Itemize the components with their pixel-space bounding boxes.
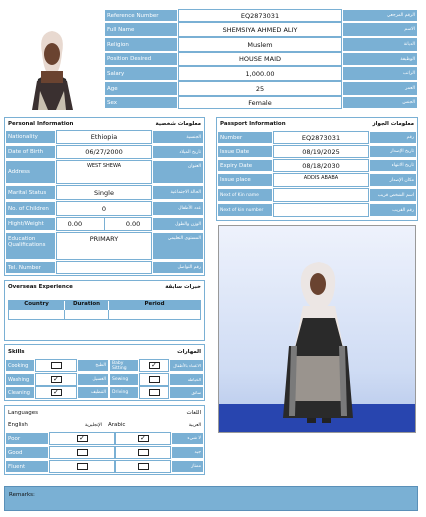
skills-title: Skills xyxy=(8,349,25,355)
form-row xyxy=(217,159,417,172)
languages-title: Languages xyxy=(8,409,39,416)
form-row xyxy=(104,81,418,96)
form-row xyxy=(217,188,417,202)
overseas-experience-section xyxy=(4,280,205,341)
skill-checkbox[interactable]: ✓ xyxy=(51,376,62,383)
skill-label: Washing xyxy=(5,373,35,386)
passport-label-ar: تاريخ الانتهاء xyxy=(369,159,417,172)
personal-value: 06/27/2000 xyxy=(56,145,152,159)
remarks-label: Remarks: xyxy=(9,492,35,498)
summary-label: Position Desired xyxy=(104,52,178,66)
lang-checkbox-cell xyxy=(115,432,171,445)
personal-label: Marital Status xyxy=(5,185,56,200)
form-row xyxy=(217,203,417,217)
overseas-header-period: Period xyxy=(144,301,165,307)
skill-checkbox[interactable] xyxy=(51,362,62,369)
skill-checkbox-cell xyxy=(35,359,77,372)
lang-checkbox-cell xyxy=(115,446,171,459)
lang-level-label-ar: جيد xyxy=(171,446,204,459)
lang-checkbox-cell xyxy=(115,460,171,473)
form-row xyxy=(5,460,204,473)
personal-label-ar: الوزن والطول xyxy=(152,217,204,231)
skill-checkbox[interactable] xyxy=(149,376,160,383)
personal-label: No. of Children xyxy=(5,201,56,216)
lang-level-label: Fluent xyxy=(5,460,49,473)
form-row xyxy=(5,217,204,231)
form-row xyxy=(217,145,417,158)
personal-label-ar: رقم التواصل xyxy=(152,261,204,274)
skill-label: Cooking xyxy=(5,359,35,372)
summary-label: Full Name xyxy=(104,22,178,37)
summary-label-ar: الراتب xyxy=(342,66,418,81)
full-body-photo xyxy=(218,225,416,433)
personal-value: Ethiopia xyxy=(56,130,152,144)
summary-label-ar: العمر xyxy=(342,81,418,96)
lang-level-label: Good xyxy=(5,446,49,459)
overseas-title-ar: خبرات سابقة xyxy=(165,284,201,290)
skill-label-ar: الغسيل xyxy=(77,373,109,386)
lang-level-label-ar: ممتاز xyxy=(171,460,204,473)
form-row xyxy=(5,232,204,260)
skill-label-ar: الطبخ xyxy=(77,359,109,372)
skill-label-ar: سائق xyxy=(169,386,204,399)
arabic-checkbox[interactable] xyxy=(138,449,149,456)
summary-value: Muslem xyxy=(178,37,342,52)
personal-value xyxy=(56,217,152,231)
form-row xyxy=(5,160,204,184)
form-row xyxy=(5,261,204,274)
passport-label-ar: رقم القريب xyxy=(369,203,417,217)
skill-label-ar: الاعتناء بالأطفال xyxy=(169,359,204,372)
skill-label-ar: التنظيف xyxy=(77,386,109,399)
personal-label-ar: عدد الأطفال xyxy=(152,201,204,216)
personal-value: Single xyxy=(56,185,152,200)
skills-title-ar: المهارات xyxy=(177,349,201,355)
skill-label-ar: الخياطة xyxy=(169,373,204,386)
personal-info-title-ar: معلومات شخصية xyxy=(155,121,201,127)
portrait-photo xyxy=(4,9,101,110)
passport-value: 08/18/2030 xyxy=(273,159,369,172)
passport-value xyxy=(273,188,369,202)
skill-checkbox-cell xyxy=(139,373,169,386)
passport-info-title-ar: معلومات الجواز xyxy=(372,121,414,127)
passport-info-title: Passport Information xyxy=(220,121,286,127)
weight-value: 0.00 xyxy=(125,220,141,228)
passport-label: Next of Kin name xyxy=(217,188,273,202)
summary-label-ar: الوظيفة xyxy=(342,52,418,66)
passport-label: Expiry Date xyxy=(217,159,273,172)
summary-label-ar: الجنس xyxy=(342,96,418,109)
overseas-title: Overseas Experience xyxy=(8,284,73,290)
passport-label-ar: تاريخ الإصدار xyxy=(369,145,417,158)
form-row xyxy=(104,66,418,81)
summary-label-ar: الديانة xyxy=(342,37,418,52)
lang-col-arabic: Arabic xyxy=(105,419,145,431)
overseas-cell xyxy=(65,310,109,320)
overseas-header-country: Country xyxy=(9,301,65,310)
form-row xyxy=(5,185,204,200)
personal-label-ar: المستوى التعليمي xyxy=(152,232,204,260)
skill-label: Baby Sitting xyxy=(109,359,139,372)
summary-value: HOUSE MAID xyxy=(178,52,342,66)
personal-value: WEST SHEWA xyxy=(56,160,152,184)
passport-value: EQ2873031 xyxy=(273,131,369,144)
skill-checkbox[interactable]: ✓ xyxy=(51,389,62,396)
form-row xyxy=(217,173,417,187)
passport-value: 08/19/2025 xyxy=(273,145,369,158)
skill-checkbox[interactable] xyxy=(149,389,160,396)
form-row xyxy=(104,52,418,66)
lang-checkbox-cell xyxy=(49,460,115,473)
summary-value: EQ2873031 xyxy=(178,9,342,22)
lang-col-english-ar: الإنجليزية xyxy=(35,419,105,431)
form-row xyxy=(5,359,204,372)
personal-label: Tel. Number xyxy=(5,261,56,274)
form-row xyxy=(5,373,204,386)
form-row xyxy=(5,201,204,216)
skill-label: Driving xyxy=(109,386,139,399)
form-row xyxy=(5,386,204,399)
summary-label: Sex xyxy=(104,96,178,109)
languages-title-ar: اللغات xyxy=(186,409,201,416)
personal-value: PRIMARY xyxy=(56,232,152,260)
form-row xyxy=(5,446,204,459)
summary-label: Age xyxy=(104,81,178,96)
overseas-header-duration: Duration xyxy=(65,301,109,310)
personal-value xyxy=(56,261,152,274)
personal-label: Nationality xyxy=(5,130,56,144)
overseas-cell xyxy=(109,310,200,320)
form-row xyxy=(104,96,418,109)
summary-value: Female xyxy=(178,96,342,109)
arabic-checkbox[interactable]: ✓ xyxy=(138,435,149,442)
summary-value: SHEMSIYA AHMED ALIY xyxy=(178,22,342,37)
personal-info-title: Personal Information xyxy=(8,121,74,127)
english-checkbox[interactable] xyxy=(77,449,88,456)
personal-value: 0 xyxy=(56,201,152,216)
summary-label: Salary xyxy=(104,66,178,81)
skill-checkbox-cell xyxy=(139,359,169,372)
overseas-cell xyxy=(9,310,65,320)
passport-label: Issue place xyxy=(217,173,273,187)
personal-label: Education Qualifications xyxy=(5,232,56,260)
personal-label-ar: تاريخ الميلاد xyxy=(152,145,204,159)
divider xyxy=(104,218,105,230)
skill-checkbox[interactable]: ✓ xyxy=(149,362,160,369)
summary-label-ar: الاسم xyxy=(342,22,418,37)
lang-checkbox-cell xyxy=(49,432,115,445)
summary-label: Religion xyxy=(104,37,178,52)
skill-checkbox-cell xyxy=(35,386,77,399)
form-row xyxy=(5,145,204,159)
form-row xyxy=(5,419,204,431)
summary-label: Reference Number xyxy=(104,9,178,22)
form-row xyxy=(104,37,418,52)
summary-value: 1,000.00 xyxy=(178,66,342,81)
summary-label-ar: الرقم المرجعي xyxy=(342,9,418,22)
lang-col-english: English xyxy=(5,419,35,431)
passport-label: Issue Date xyxy=(217,145,273,158)
passport-value xyxy=(273,203,369,217)
remarks-section xyxy=(4,486,418,511)
lang-checkbox-cell xyxy=(49,446,115,459)
form-row xyxy=(5,130,204,144)
passport-label-ar: رقم xyxy=(369,131,417,144)
passport-label-ar: اسم الشخص قريب xyxy=(369,188,417,202)
personal-label: Date of Birth xyxy=(5,145,56,159)
form-row xyxy=(104,9,418,22)
lang-level-label: Poor xyxy=(5,432,49,445)
english-checkbox[interactable] xyxy=(77,463,88,470)
personal-label-ar: الحالة الاجتماعية xyxy=(152,185,204,200)
form-row xyxy=(5,432,204,445)
passport-label-ar: مكان الإصدار xyxy=(369,173,417,187)
arabic-checkbox[interactable] xyxy=(138,463,149,470)
skill-label: Sewing xyxy=(109,373,139,386)
passport-label: Number xyxy=(217,131,273,144)
passport-value: ADDIS ABABA xyxy=(273,173,369,187)
lang-col-arabic-ar: العربية xyxy=(145,419,204,431)
form-row xyxy=(217,131,417,144)
height-value: 0.00 xyxy=(67,220,83,228)
personal-label-ar: الجنسية xyxy=(152,130,204,144)
english-checkbox[interactable]: ✓ xyxy=(77,435,88,442)
skill-checkbox-cell xyxy=(139,386,169,399)
summary-value: 25 xyxy=(178,81,342,96)
personal-label: Hight/Weight xyxy=(5,217,56,231)
passport-label: Next of kin number xyxy=(217,203,273,217)
skill-label: Cleaning xyxy=(5,386,35,399)
personal-label-ar: العنوان xyxy=(152,160,204,184)
skill-checkbox-cell xyxy=(35,373,77,386)
lang-level-label-ar: لا شيء xyxy=(171,432,204,445)
form-row xyxy=(104,22,418,37)
personal-label: Address xyxy=(5,160,56,184)
